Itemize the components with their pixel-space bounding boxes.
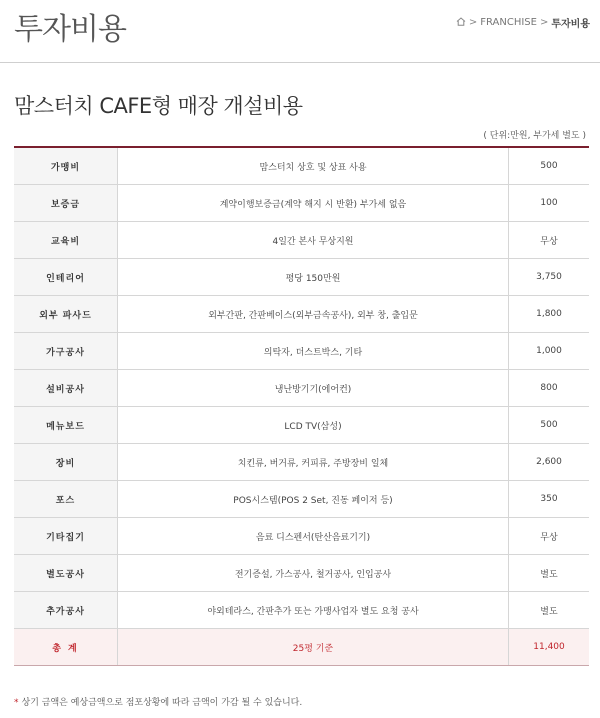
total-amount: 11,400: [509, 629, 590, 666]
row-item: 별도공사: [14, 555, 118, 592]
row-detail: 외부간판, 간판베이스(외부금속공사), 외부 창, 출입문: [118, 296, 509, 333]
footnote: [14, 695, 302, 708]
table-row: [14, 444, 589, 481]
row-item: 교육비: [14, 222, 118, 259]
row-amount: 1,800: [509, 296, 590, 333]
row-detail: 계약이행보증금(계약 해지 시 반환) 부가세 없음: [118, 185, 509, 222]
home-icon[interactable]: [456, 17, 466, 29]
total-detail: 25평 기준: [118, 629, 509, 666]
row-amount: 무상: [509, 222, 590, 259]
row-amount: 100: [509, 185, 590, 222]
page-header: [0, 0, 600, 63]
table-row: [14, 147, 589, 185]
row-detail: 평당 150만원: [118, 259, 509, 296]
row-amount: 500: [509, 407, 590, 444]
chevron-right-icon: >: [539, 17, 549, 28]
row-amount: 3,750: [509, 259, 590, 296]
total-label: 총 계: [14, 629, 118, 666]
row-item: 추가공사: [14, 592, 118, 629]
row-amount: 별도: [509, 592, 590, 629]
row-detail: 치킨류, 버거류, 커피류, 주방장비 일체: [118, 444, 509, 481]
table-row: [14, 407, 589, 444]
row-amount: 2,600: [509, 444, 590, 481]
section-title: 맘스터치 CAFE형 매장 개설비용: [14, 94, 303, 118]
table-row: [14, 592, 589, 629]
row-item: 기타집기: [14, 518, 118, 555]
row-amount: 별도: [509, 555, 590, 592]
table-row: [14, 555, 589, 592]
row-amount: 800: [509, 370, 590, 407]
row-item: 인테리어: [14, 259, 118, 296]
table-row: [14, 370, 589, 407]
row-amount: 350: [509, 481, 590, 518]
unit-note: ( 단위:만원, 부가세 별도 ): [483, 131, 586, 141]
row-item: 포스: [14, 481, 118, 518]
cost-table: [14, 146, 589, 666]
footnote-text: 상기 금액은 예상금액으로 점포상황에 따라 금액이 가감 될 수 있습니다.: [21, 698, 303, 708]
chevron-right-icon: >: [468, 17, 478, 28]
row-detail: 전기증설, 가스공사, 철거공사, 인입공사: [118, 555, 509, 592]
row-detail: 맘스터치 상호 및 상표 사용: [118, 147, 509, 185]
row-amount: 1,000: [509, 333, 590, 370]
total-row: [14, 629, 589, 666]
row-detail: 의탁자, 더스트박스, 기타: [118, 333, 509, 370]
row-detail: POS시스템(POS 2 Set, 진동 페이저 등): [118, 481, 509, 518]
table-row: [14, 333, 589, 370]
row-item: 설비공사: [14, 370, 118, 407]
row-detail: 음료 디스펜서(탄산음료기기): [118, 518, 509, 555]
table-row: [14, 185, 589, 222]
table-row: [14, 259, 589, 296]
row-amount: 500: [509, 147, 590, 185]
row-item: 가맹비: [14, 147, 118, 185]
footnote-star: *: [14, 698, 19, 708]
page-title: 투자비용: [14, 12, 126, 47]
breadcrumb: [456, 15, 590, 30]
table-row: [14, 222, 589, 259]
table-row: [14, 481, 589, 518]
row-item: 보증금: [14, 185, 118, 222]
row-amount: 무상: [509, 518, 590, 555]
row-item: 메뉴보드: [14, 407, 118, 444]
table-row: [14, 518, 589, 555]
row-item: 가구공사: [14, 333, 118, 370]
breadcrumb-item-franchise[interactable]: FRANCHISE: [480, 17, 537, 28]
row-detail: 야외테라스, 간판추가 또는 가맹사업자 별도 요청 공사: [118, 592, 509, 629]
breadcrumb-item-current: 투자비용: [551, 19, 590, 30]
row-detail: 냉난방기기(에어컨): [118, 370, 509, 407]
row-item: 외부 파사드: [14, 296, 118, 333]
row-detail: 4일간 본사 무상지원: [118, 222, 509, 259]
row-detail: LCD TV(삼성): [118, 407, 509, 444]
table-row: [14, 296, 589, 333]
row-item: 장비: [14, 444, 118, 481]
